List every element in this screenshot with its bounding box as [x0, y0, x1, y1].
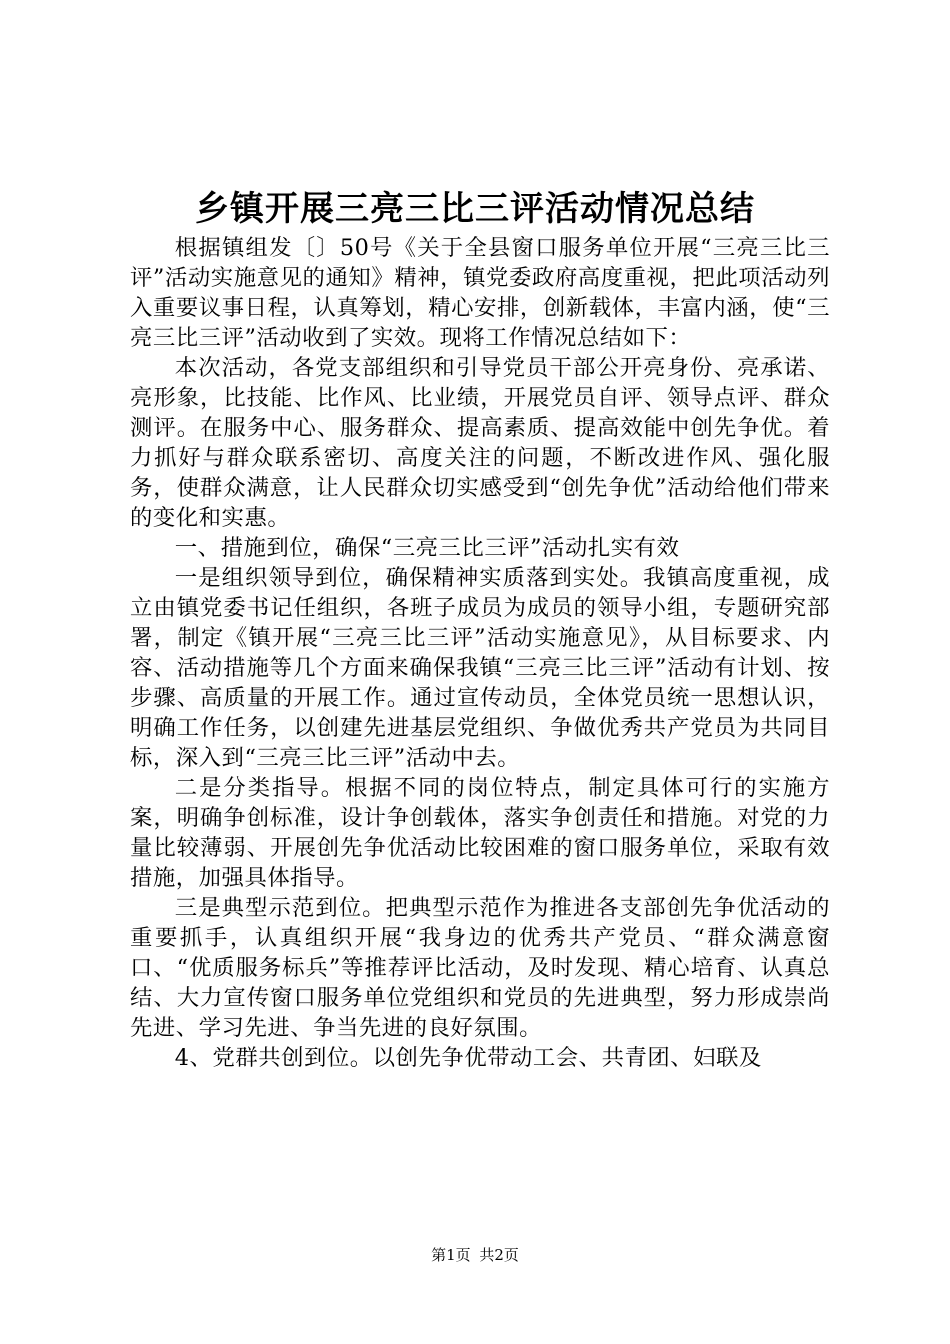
document-title: 乡镇开展三亮三比三评活动情况总结	[195, 189, 755, 229]
paragraph-intro: 根据镇组发〔〕50号《关于全县窗口服务单位开展“三亮三比三评”活动实施意见的通知》精神，镇党委政府高度重视，把此项活动列入重要议事日程，认真筹划，精心安排，创新载体，丰富内涵，使“三亮三比三评”活动收到了实效。现将工作情况总结如下：	[130, 235, 830, 351]
paragraph-model-demonstration: 三是典型示范到位。把典型示范作为推进各支部创先争优活动的重要抓手，认真组织开展“我身边的优秀共产党员、“群众满意窗口、“优质服务标兵”等推荐评比活动，及时发现、精心培育、认真总结、大力宣传窗口服务单位党组织和党员的先进典型，努力形成崇尚先进、学习先进、争当先进的良好氛围。	[130, 895, 830, 1041]
paragraph-leadership: 一是组织领导到位，确保精神实质落到实处。我镇高度重视，成立由镇党委书记任组织，各班子成员为成员的领导小组，专题研究部署，制定《镇开展“三亮三比三评”活动实施意见》，从目标要求、内容、活动措施等几个方面来确保我镇“三亮三比三评”活动有计划、按步骤、高质量的开展工作。通过宣传动员，全体党员统一思想认识，明确工作任务，以创建先进基层党组织、争做优秀共产党员为共同目标，深入到“三亮三比三评”活动中去。	[130, 565, 830, 771]
page-number: 第1页	[431, 1246, 471, 1264]
paragraph-guidance: 二是分类指导。根据不同的岗位特点，制定具体可行的实施方案，明确争创标准，设计争创载体，落实争创责任和措施。对党的力量比较薄弱、开展创先争优活动比较困难的窗口服务单位，采取有效措施，加强具体指导。	[130, 775, 830, 891]
section-heading-measures: 一、措施到位，确保“三亮三比三评”活动扎实有效	[174, 535, 680, 561]
document-body	[130, 233, 830, 1073]
paragraph-activity-overview: 本次活动，各党支部组织和引导党员干部公开亮身份、亮承诺、亮形象，比技能、比作风、比业绩，开展党员自评、领导点评、群众测评。在服务中心、服务群众、提高素质、提高效能中创先争优。着力抓好与群众联系密切、高度关注的问题，不断改进作风、强化服务，使群众满意，让人民群众切实感受到“创先争优”活动给他们带来的变化和实惠。	[130, 355, 830, 531]
page-footer	[0, 1243, 950, 1267]
page-total: 共2页	[479, 1246, 519, 1264]
paragraph-joint-creation: 4、党群共创到位。以创先争优带动工会、共青团、妇联及	[174, 1045, 762, 1071]
